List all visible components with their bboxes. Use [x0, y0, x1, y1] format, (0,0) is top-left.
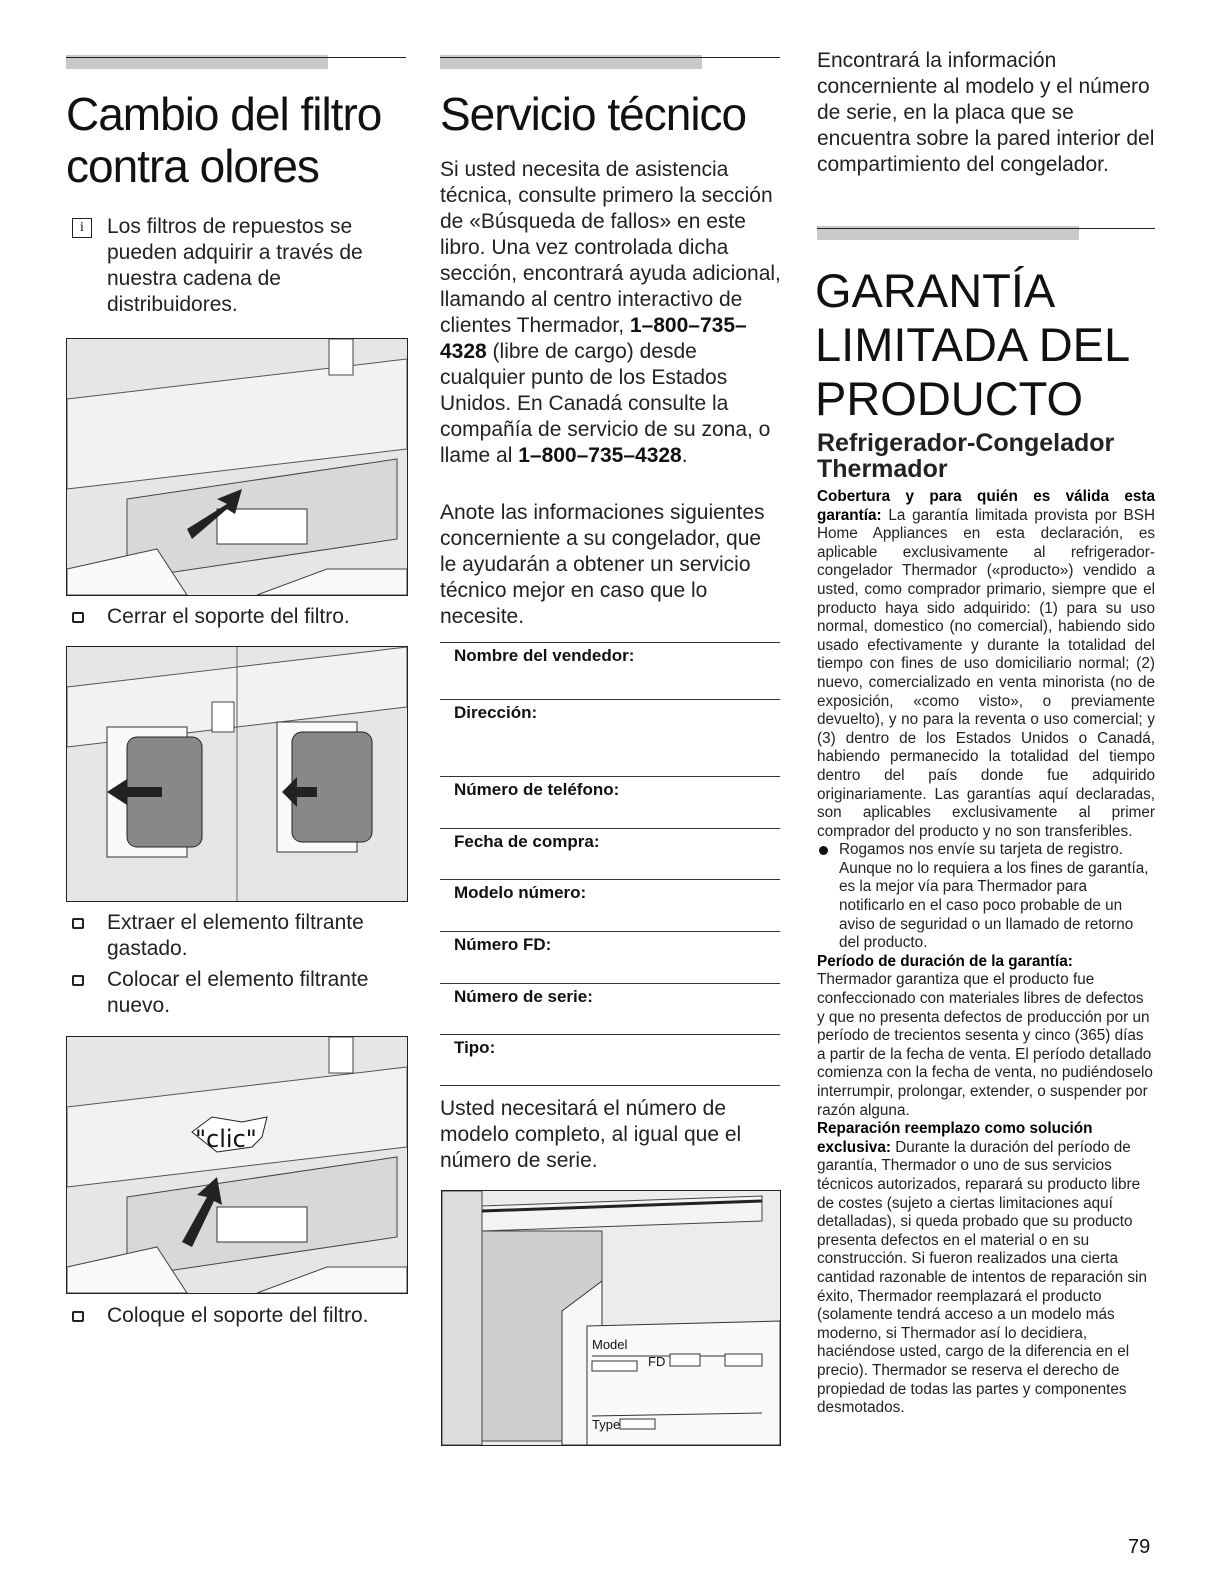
coverage-heading: Cobertura y para quién es válida esta garantía:: [817, 488, 1155, 524]
service-intro-end: .: [681, 444, 688, 467]
figure-close-filter-holder-art: [67, 339, 407, 595]
form-line: [440, 983, 780, 984]
form-line: [440, 1085, 780, 1086]
repair-text: Durante la duración del período de garantía, Thermador o uno de sus servicios técnicos autorizados, reparará su producto libre de costes (sujeto a ciertas limitaciones aquí detalladas), si queda probado que su producto presenta defectos en el material o en su construcción. Si fueron realizados una cierta cantidad razonable de intentos de reparación sin éxito, Thermador reemplazará el producto (solamente tendrá acceso a un modelo más moderno, si Thermador así lo decidiera, haciéndose usted, cargo de la diferencia en el precio). Thermador se reserva el derecho de propiedad de todas las partes y componentes desmotados.: [817, 1138, 1147, 1417]
service-title: Servicio técnico: [440, 88, 747, 140]
form-line: [440, 1034, 780, 1035]
form-line: [440, 699, 780, 700]
form-label-model: Modelo número:: [454, 883, 587, 902]
form-label-purchase-date: Fecha de compra:: [454, 832, 600, 851]
form-label-fd: Número FD:: [454, 935, 552, 954]
phone-number: 1–800–735–4328: [440, 314, 747, 363]
form-label-address: Dirección:: [454, 703, 538, 722]
bullet-square-icon: [72, 612, 84, 623]
form-line: [440, 931, 780, 932]
figure-replace-filter: [66, 646, 408, 902]
step-3-text: Colocar el elemento filtrante nuevo.: [107, 968, 369, 1017]
page-number: 79: [1128, 1536, 1151, 1558]
warranty-title-line-1: GARANTÍA: [815, 264, 1056, 317]
filter-title: Cambio del filtro contra olores: [66, 88, 382, 192]
service-closing: Usted necesitará el número de modelo completo, al igual que el número de serie.: [440, 1097, 742, 1172]
repair-paragraph: [817, 1120, 1155, 1418]
step-2-text: Extraer el elemento filtrante gastado.: [107, 911, 364, 960]
coverage-text: La garantía limitada provista por BSH Home Appliances en esta declaración, es aplicable exclusivamente al refrigerador-congelador Thermador («producto») vendido a usted, como comprador primario, siempre que el producto haya sido adquirido: (1) para su uso normal, domestico (no comercial), habiendo sido usado efectivamente y durante la totalidad del tiempo con fines de uso domiciliario normal; (2) nuevo, comercializado en venta minorista (no de exposición, «como visto», o previamente devuelto), y no para la reventa o uso comercial; y (3) dentro de los Estados Unidos o Canadá, habiendo permanecido la totalidad del tiempo dentro del país donde fue adquirido originariamente. Las garantías aquí declaradas, son aplicables exclusivamente al primer comprador del producto y no son transferibles.: [817, 506, 1155, 840]
form-line: [440, 879, 780, 880]
plate-fd-label: FD: [648, 1354, 666, 1369]
figure-insert-filter-holder: [66, 1036, 408, 1294]
section-rule: [817, 228, 1155, 229]
info-text: Los filtros de repuestos se pueden adquirir a través de nuestra cadena de distribuidores.: [107, 215, 363, 316]
bullet-dot-icon: [819, 846, 828, 855]
repair-heading: Reparación reemplazo como solución exclusiva:: [817, 1120, 1093, 1156]
registration-bullet-text: Rogamos nos envíe su tarjeta de registro. Aunque no lo requiera a los fines de garantía, es la mejor vía para Thermador para notificarlo en el caso poco probable de un aviso de seguridad o un llamado de retorno del producto.: [839, 841, 1149, 952]
bullet-square-icon: [72, 1311, 84, 1322]
form-line: [440, 828, 780, 829]
warranty-title-line-2: LIMITADA DEL: [815, 318, 1131, 371]
service-note: Anote las informaciones siguientes concerniente a su congelador, que le ayudarán a obtener un servicio técnico mejor en caso que lo necesite.: [440, 501, 765, 628]
form-line: [440, 642, 780, 643]
phone-number-canada: 1–800–735–4328: [518, 444, 682, 467]
info-note: [72, 214, 372, 318]
form-label-phone: Número de teléfono:: [454, 780, 620, 799]
click-label: "clic": [195, 1125, 257, 1153]
plate-type-label: Type: [592, 1417, 621, 1432]
bullet-square-icon: [72, 918, 84, 929]
figure-replace-filter-art: [67, 647, 407, 901]
figure-rating-plate-art: [442, 1191, 780, 1445]
warranty-subtitle: Refrigerador-Congelador Thermador: [817, 429, 1115, 483]
figure-insert-filter-holder-art: [67, 1037, 407, 1293]
form-label-type: Tipo:: [454, 1038, 496, 1057]
warranty-title: [815, 264, 1130, 426]
figure-rating-plate: [441, 1190, 781, 1446]
section-rule: [66, 57, 406, 58]
period-paragraph: [817, 953, 1155, 1120]
coverage-paragraph: [817, 488, 1155, 841]
warranty-title-line-3: PRODUCTO: [815, 372, 1084, 425]
period-heading: Período de duración de la garantía:: [817, 952, 1073, 970]
step-1-text: Cerrar el soporte del filtro.: [107, 605, 350, 628]
service-intro: [440, 157, 785, 469]
warranty-body: [817, 488, 1155, 1418]
form-line: [440, 776, 780, 777]
plate-location-text: Encontrará la información concerniente al modelo y el número de serie, en la placa que se encuentra sobre la pared interior del compartimiento del congelador.: [817, 49, 1155, 176]
figure-close-filter-holder: [66, 338, 408, 596]
step-4-text: Coloque el soporte del filtro.: [107, 1304, 369, 1327]
form-label-seller: Nombre del vendedor:: [454, 646, 635, 665]
service-intro-cont: (libre de cargo) desde cualquier punto de los Estados Unidos. En Canadá consulte la compañía de servicio de su zona, o llame al: [440, 340, 771, 467]
bullet-square-icon: [72, 975, 84, 986]
form-label-serial: Número de serie:: [454, 987, 593, 1006]
info-icon: i: [72, 218, 92, 238]
service-intro-text: Si usted necesita de asistencia técnica, consulte primero la sección de «Búsqueda de fallos» en este libro. Una vez controlada dicha sección, encontrará ayuda adicional, llamando al centro interactivo de clientes Thermador,: [440, 158, 781, 337]
period-text: Thermador garantiza que el producto fue confeccionado con materiales libres de defectos y que no presenta defectos de producción por un período de trecientos sesenta y cinco (365) días a partir de la fecha de venta. El período detallado comienza con la fecha de venta, no pudiéndoselo interrumpir, prolongar, extender, o suspender por razón alguna.: [817, 971, 1153, 1119]
plate-model-label: Model: [592, 1337, 628, 1352]
section-rule: [440, 57, 780, 58]
registration-bullet: [817, 841, 1155, 953]
